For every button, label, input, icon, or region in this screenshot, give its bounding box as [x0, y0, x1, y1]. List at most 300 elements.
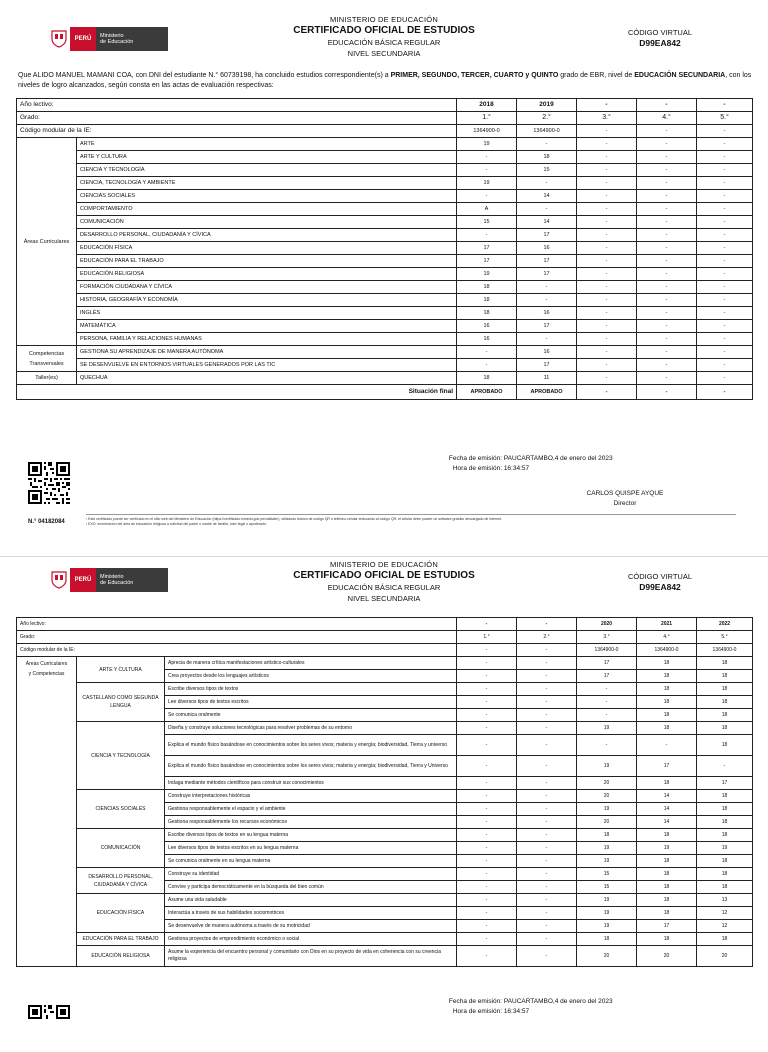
codigo-modular-row-cell: - — [697, 125, 753, 138]
document-level: NIVEL SECUNDARIA — [347, 594, 421, 603]
year-row-cell: 2021 — [637, 618, 697, 631]
year-row-cell: - — [697, 99, 753, 112]
subject-name: EDUCACIÓN FÍSICA — [77, 242, 457, 255]
director-name: CARLOS QUISPE AYQUE — [586, 490, 664, 497]
grade-cell: - — [517, 670, 577, 683]
grade-cell: - — [517, 696, 577, 709]
intro-level: EDUCACIÓN SECUNDARIA — [634, 72, 726, 79]
subject-row — [17, 151, 753, 164]
grade-cell: 18 — [697, 790, 753, 803]
grade-cell: - — [697, 242, 753, 255]
subject-row — [17, 359, 753, 372]
grade-cell: - — [517, 907, 577, 920]
emission-time-label: Hora de emisión: — [452, 1008, 502, 1015]
grade-cell: - — [517, 933, 577, 946]
grade-cell: - — [517, 722, 577, 735]
competency-row — [17, 933, 753, 946]
area-name: CIENCIAS SOCIALES — [77, 790, 165, 829]
grade-cell: - — [457, 855, 517, 868]
year-row-label: Año lectivo: — [17, 99, 457, 112]
grade-cell: - — [517, 946, 577, 967]
grade-cell: - — [517, 920, 577, 933]
grade-cell: - — [577, 229, 637, 242]
competency-name: Explica el mundo físico basándose en conocimientos sobre los seres vivos; materia y energía; biodiversidad, Tierra y universo — [165, 735, 457, 756]
grade-cell: 17 — [517, 320, 577, 333]
subject-row — [17, 203, 753, 216]
grade-cell: - — [637, 216, 697, 229]
grade-cell: 18 — [697, 816, 753, 829]
competency-row — [17, 790, 753, 803]
grade-cell: - — [457, 346, 517, 359]
emission-time: 16:34:57 — [503, 1008, 530, 1015]
intro-paragraph — [18, 71, 752, 91]
rows-group-label — [17, 138, 77, 346]
grade-cell: - — [697, 281, 753, 294]
grade-cell: 17 — [457, 255, 517, 268]
director-role: Director — [613, 500, 637, 507]
year-row-cell: - — [637, 99, 697, 112]
grade-cell: - — [457, 229, 517, 242]
grade-cell: 19 — [577, 894, 637, 907]
competency-name: Gestiona proyectos de emprendimiento económico o social — [165, 933, 457, 946]
document-level: NIVEL SECUNDARIA — [347, 49, 421, 58]
subject-name: CIENCIAS SOCIALES — [77, 190, 457, 203]
grade-cell: 18 — [517, 151, 577, 164]
grade-row-cell: 5.° — [697, 631, 753, 644]
intro-text: Que ALIDO MANUEL MAMANI COA, con DNI del estudiante N.° 60739198, ha concluido estudios correspondiente(s) a — [18, 72, 391, 79]
grade-cell: 20 — [577, 816, 637, 829]
area-name: EDUCACIÓN PARA EL TRABAJO — [77, 933, 165, 946]
competency-name: Construye interpretaciones históricas — [165, 790, 457, 803]
grade-cell: 18 — [457, 307, 517, 320]
grade-cell: - — [697, 177, 753, 190]
grade-cell: - — [457, 190, 517, 203]
grade-cell: 18 — [697, 683, 753, 696]
emission-time: 16:34:57 — [503, 465, 530, 472]
area-name: DESARROLLO PERSONAL, CIUDADANÍA Y CÍVICA — [77, 868, 165, 894]
grade-cell: 15 — [457, 216, 517, 229]
grade-cell: - — [457, 881, 517, 894]
subject-row — [17, 346, 753, 359]
final-status-label: Situación final — [17, 385, 457, 400]
grade-row — [17, 631, 753, 644]
grade-cell: - — [697, 359, 753, 372]
group-label-text: y Competencias — [28, 671, 65, 677]
grade-cell: 17 — [517, 268, 577, 281]
intro-text: grado de EBR, nivel de — [558, 72, 635, 79]
grade-cell: - — [577, 268, 637, 281]
grade-cell: - — [457, 151, 517, 164]
emission-info — [442, 454, 613, 474]
codigo-virtual — [600, 28, 720, 48]
grade-cell: 15 — [517, 164, 577, 177]
competency-name: Escribe diversos tipos de textos en su lengua materna — [165, 829, 457, 842]
year-row-cell: 2019 — [517, 99, 577, 112]
grade-cell: - — [517, 281, 577, 294]
ministry-name: MINISTERIO DE EDUCACIÓN — [330, 15, 438, 24]
grade-cell: - — [577, 372, 637, 385]
grade-cell: - — [517, 756, 577, 777]
grade-cell: - — [637, 190, 697, 203]
competency-name: Lee diversos tipos de textos escritos — [165, 696, 457, 709]
grade-cell: - — [697, 320, 753, 333]
emission-date-label: Fecha de emisión: — [448, 455, 502, 462]
grade-cell: 15 — [577, 881, 637, 894]
grade-cell: 18 — [637, 683, 697, 696]
competency-name: Diseña y construye soluciones tecnológicas para resolver problemas de su entorno — [165, 722, 457, 735]
grade-cell: 19 — [457, 268, 517, 281]
group-label-text: Áreas Curriculares — [25, 661, 68, 667]
competency-name: Gestiona responsablemente los recursos económicos — [165, 816, 457, 829]
competency-row — [17, 946, 753, 967]
footnote-exoneration: ² EXO: exoneración del área de educación religiosa a solicitud del padre o madre de familia, tutor legal o apoderado. — [86, 522, 267, 526]
competency-name: Explica el mundo físico basándose en conocimientos sobre los seres vivos; materia y energía; biodiversidad, Tierra y Universo — [165, 756, 457, 777]
grade-cell: - — [637, 359, 697, 372]
grade-cell: - — [457, 842, 517, 855]
subject-name: SE DESENVUELVE EN ENTORNOS VIRTUALES GENERADOS POR LAS TIC — [77, 359, 457, 372]
grade-cell: - — [577, 151, 637, 164]
subject-name: CIENCIA Y TECNOLOGÍA — [77, 164, 457, 177]
grade-cell: - — [637, 242, 697, 255]
grade-cell: 18 — [637, 829, 697, 842]
grade-cell: 13 — [697, 894, 753, 907]
grade-row-cell: 3.° — [577, 112, 637, 125]
grade-cell: - — [697, 255, 753, 268]
competency-row — [17, 722, 753, 735]
grade-cell: 17 — [517, 255, 577, 268]
grade-cell: 18 — [637, 670, 697, 683]
subject-name: CIENCIA, TECNOLOGÍA Y AMBIENTE — [77, 177, 457, 190]
codigo-modular-row-cell: 1364900-0 — [577, 644, 637, 657]
grade-cell: - — [517, 138, 577, 151]
grade-row — [17, 112, 753, 125]
grade-cell: 18 — [637, 657, 697, 670]
subject-name: ARTE Y CULTURA — [77, 151, 457, 164]
competency-name: Gestiona responsablemente el espacio y el ambiente — [165, 803, 457, 816]
grade-cell: - — [517, 881, 577, 894]
grade-cell: 16 — [517, 307, 577, 320]
grade-cell: - — [457, 709, 517, 722]
grade-cell: 17 — [637, 920, 697, 933]
competency-row — [17, 829, 753, 842]
subject-row — [17, 372, 753, 385]
subject-row — [17, 190, 753, 203]
grade-cell: - — [697, 268, 753, 281]
competency-name: Asume una vida saludable — [165, 894, 457, 907]
ministry-name: MINISTERIO DE EDUCACIÓN — [330, 560, 438, 569]
grade-cell: 19 — [637, 842, 697, 855]
grade-cell: 12 — [697, 920, 753, 933]
subject-row — [17, 255, 753, 268]
certificate-page-2 — [0, 556, 768, 1025]
grade-cell: 18 — [697, 803, 753, 816]
grade-cell: 19 — [577, 842, 637, 855]
competency-name: Construye su identidad — [165, 868, 457, 881]
codigo-virtual — [600, 572, 720, 592]
grade-cell: - — [457, 933, 517, 946]
competency-name: Interactúa a través de sus habilidades sociomotrices — [165, 907, 457, 920]
grade-cell: - — [697, 190, 753, 203]
year-row-cell: - — [577, 99, 637, 112]
group-label-text: Competencias — [28, 350, 65, 357]
logo-peru-label: PERÚ — [70, 27, 96, 51]
grade-cell: 18 — [697, 722, 753, 735]
competency-row — [17, 868, 753, 881]
grade-cell: 19 — [457, 177, 517, 190]
grade-cell: - — [577, 255, 637, 268]
competency-name: Se comunica oralmente en su lengua materna — [165, 855, 457, 868]
area-name: CASTELLANO COMO SEGUNDA LENGUA — [77, 683, 165, 722]
codigo-modular-row — [17, 125, 753, 138]
subject-row — [17, 229, 753, 242]
subject-name: FORMACIÓN CIUDADANA Y CÍVICA — [77, 281, 457, 294]
grade-cell: 18 — [637, 709, 697, 722]
codigo-modular-row-cell: 1364900-0 — [517, 125, 577, 138]
qr-code-icon — [28, 1005, 70, 1047]
grade-cell: - — [517, 855, 577, 868]
subject-name: EDUCACIÓN PARA EL TRABAJO — [77, 255, 457, 268]
document-title: CERTIFICADO OFICIAL DE ESTUDIOS — [293, 25, 475, 36]
grade-cell: - — [517, 777, 577, 790]
competency-name: Aprecia de manera crítica manifestaciones artístico-culturales — [165, 657, 457, 670]
grade-cell: - — [517, 709, 577, 722]
grade-cell: - — [457, 735, 517, 756]
codigo-modular-row-cell: - — [517, 644, 577, 657]
grade-cell: 14 — [637, 816, 697, 829]
year-row-cell: 2018 — [457, 99, 517, 112]
grade-cell: - — [457, 657, 517, 670]
grade-cell: 20 — [577, 777, 637, 790]
grade-cell: - — [517, 177, 577, 190]
emission-date-label: Fecha de emisión: — [448, 998, 502, 1005]
intro-grades: PRIMER, SEGUNDO, TERCER, CUARTO y QUINTO — [390, 72, 559, 79]
grade-cell: - — [457, 894, 517, 907]
grade-cell: - — [517, 803, 577, 816]
grade-cell: - — [517, 868, 577, 881]
area-name: EDUCACIÓN RELIGIOSA — [77, 946, 165, 967]
footnotes — [86, 514, 736, 527]
grade-cell: A — [457, 203, 517, 216]
grade-cell: 17 — [517, 229, 577, 242]
grade-cell: - — [697, 164, 753, 177]
grade-cell: - — [577, 294, 637, 307]
grade-cell: - — [577, 683, 637, 696]
grade-cell: 18 — [637, 907, 697, 920]
final-status-row — [17, 385, 753, 400]
subject-name: INGLÉS — [77, 307, 457, 320]
subject-row — [17, 216, 753, 229]
grade-cell: - — [517, 683, 577, 696]
codigo-modular-row-cell: 1364900-0 — [697, 644, 753, 657]
area-name: EDUCACIÓN FÍSICA — [77, 894, 165, 933]
competency-row — [17, 683, 753, 696]
grade-cell: 18 — [637, 933, 697, 946]
grade-cell: - — [637, 735, 697, 756]
grade-cell: 18 — [697, 735, 753, 756]
grade-cell: 15 — [577, 868, 637, 881]
year-row — [17, 99, 753, 112]
grade-cell: - — [637, 294, 697, 307]
grade-cell: 20 — [577, 790, 637, 803]
grade-cell: - — [457, 920, 517, 933]
grade-cell: 12 — [697, 907, 753, 920]
grade-cell: - — [577, 696, 637, 709]
taller_rows-group-label — [17, 372, 77, 385]
final-status-cell: - — [577, 385, 637, 400]
grade-cell: - — [577, 709, 637, 722]
grade-cell: 19 — [577, 722, 637, 735]
grade-cell: - — [577, 307, 637, 320]
grade-cell: 16 — [457, 320, 517, 333]
subject-name: GESTIONA SU APRENDIZAJE DE MANERA AUTÓNOMA — [77, 346, 457, 359]
subject-name: MATEMÁTICA — [77, 320, 457, 333]
grade-cell: 20 — [577, 946, 637, 967]
grade-cell: - — [637, 307, 697, 320]
grade-row-cell: 4.° — [637, 112, 697, 125]
group-label-text: Taller(es) — [35, 375, 58, 381]
grade-cell: 19 — [457, 138, 517, 151]
subject-row — [17, 333, 753, 346]
serial-number: N.° 04182084 — [28, 519, 65, 525]
grade-cell: - — [697, 346, 753, 359]
grade-cell: - — [697, 216, 753, 229]
area-name: ARTE Y CULTURA — [77, 657, 165, 683]
subject-row — [17, 164, 753, 177]
grade-cell: - — [637, 320, 697, 333]
intro-text: , con los niveles de logro alcanzados, según consta en las actas de evaluación respectivas: — [18, 72, 752, 89]
grade-cell: 18 — [637, 894, 697, 907]
subject-name: HISTORIA, GEOGRAFÍA Y ECONOMÍA — [77, 294, 457, 307]
grade-cell: 18 — [457, 372, 517, 385]
subject-name: PERSONA, FAMILIA Y RELACIONES HUMANAS — [77, 333, 457, 346]
grade-cell: 16 — [517, 346, 577, 359]
codigo-modular-row-label: Código modular de la IE: — [17, 125, 457, 138]
grade-cell: - — [457, 790, 517, 803]
competency-name: Lee diversos tipos de textos escritos en su lengua materna — [165, 842, 457, 855]
grade-cell: - — [457, 722, 517, 735]
grade-cell: - — [577, 164, 637, 177]
area-name: COMUNICACIÓN — [77, 829, 165, 868]
director-signature — [560, 489, 690, 509]
grade-cell: - — [697, 151, 753, 164]
grade-cell: - — [637, 372, 697, 385]
grade-cell: 18 — [637, 722, 697, 735]
emission-time-label: Hora de emisión: — [452, 465, 502, 472]
logo-peru-label: PERÚ — [70, 568, 96, 592]
document-subtitle: EDUCACIÓN BÁSICA REGULAR — [327, 583, 441, 592]
grade-cell: - — [697, 229, 753, 242]
grade-cell: - — [517, 842, 577, 855]
subject-row — [17, 268, 753, 281]
grade-row-cell: 4.° — [637, 631, 697, 644]
grade-cell: 18 — [697, 657, 753, 670]
grade-cell: 17 — [637, 756, 697, 777]
competency-row — [17, 657, 753, 670]
year-row-cell: - — [517, 618, 577, 631]
grade-cell: - — [517, 735, 577, 756]
grade-cell: 18 — [577, 933, 637, 946]
grade-cell: 14 — [637, 790, 697, 803]
grade-cell: - — [697, 333, 753, 346]
grade-cell: - — [457, 777, 517, 790]
logo-ministerio-label: Ministerio de Educación — [96, 568, 168, 592]
grade-cell: - — [697, 203, 753, 216]
grades-table-1 — [16, 98, 753, 400]
grade-row-label: Grado: — [17, 112, 457, 125]
codigo-modular-row-cell: - — [577, 125, 637, 138]
subject-row — [17, 281, 753, 294]
subject-name: EDUCACIÓN RELIGIOSA — [77, 268, 457, 281]
grade-cell: 20 — [637, 946, 697, 967]
grade-cell: 18 — [637, 868, 697, 881]
grade-cell: - — [637, 333, 697, 346]
year-row — [17, 618, 753, 631]
grade-row-cell: 2.° — [517, 631, 577, 644]
grade-cell: - — [457, 946, 517, 967]
competency-name: Escribe diversos tipos de textos — [165, 683, 457, 696]
grade-cell: - — [577, 359, 637, 372]
grade-cell: 14 — [517, 216, 577, 229]
year-row-cell: 2020 — [577, 618, 637, 631]
grade-cell: 19 — [697, 842, 753, 855]
grade-cell: - — [637, 203, 697, 216]
codigo-modular-row-cell: - — [457, 644, 517, 657]
grade-cell: 17 — [577, 657, 637, 670]
grade-cell: 18 — [637, 777, 697, 790]
emission-date: PAUCARTAMBO,4 de enero del 2023 — [503, 998, 613, 1005]
grade-cell: 18 — [457, 281, 517, 294]
grade-cell: 18 — [637, 696, 697, 709]
codigo-modular-row-cell: 1364900-0 — [637, 644, 697, 657]
codigo-modular-row-label: Código modular de la IE: — [17, 644, 457, 657]
codigo-modular-row — [17, 644, 753, 657]
codigo-modular-row-cell: 1364900-0 — [457, 125, 517, 138]
grade-cell: 16 — [517, 242, 577, 255]
document-subtitle: EDUCACIÓN BÁSICA REGULAR — [327, 38, 441, 47]
grade-cell: - — [577, 177, 637, 190]
grade-cell: - — [577, 735, 637, 756]
group-label-text: Áreas Curriculares — [23, 238, 70, 245]
grade-cell: - — [457, 683, 517, 696]
grade-cell: 14 — [517, 190, 577, 203]
grade-cell: 18 — [637, 855, 697, 868]
grade-cell: - — [637, 177, 697, 190]
subject-row — [17, 294, 753, 307]
grade-cell: - — [697, 372, 753, 385]
document-title: CERTIFICADO OFICIAL DE ESTUDIOS — [293, 570, 475, 581]
grade-cell: - — [637, 164, 697, 177]
grade-cell: - — [457, 829, 517, 842]
grade-cell: 14 — [637, 803, 697, 816]
grade-cell: - — [517, 203, 577, 216]
subject-name: COMPORTAMIENTO — [77, 203, 457, 216]
codigo-virtual-value: D99EA842 — [639, 38, 681, 48]
logo-ministerio-label: Ministerio de Educación — [96, 27, 168, 51]
grade-cell: - — [697, 756, 753, 777]
grade-cell: 19 — [577, 756, 637, 777]
final-status-cell: - — [697, 385, 753, 400]
final-status-cell: - — [637, 385, 697, 400]
grade-cell: - — [577, 320, 637, 333]
grade-cell: 17 — [697, 777, 753, 790]
year-row-cell: - — [457, 618, 517, 631]
subject-name: ARTE — [77, 138, 457, 151]
grade-row-label: Grado: — [17, 631, 457, 644]
grade-cell: - — [637, 281, 697, 294]
codigo-modular-row-cell: - — [637, 125, 697, 138]
emission-date: PAUCARTAMBO,4 de enero del 2023 — [503, 455, 613, 462]
grade-cell: - — [697, 294, 753, 307]
